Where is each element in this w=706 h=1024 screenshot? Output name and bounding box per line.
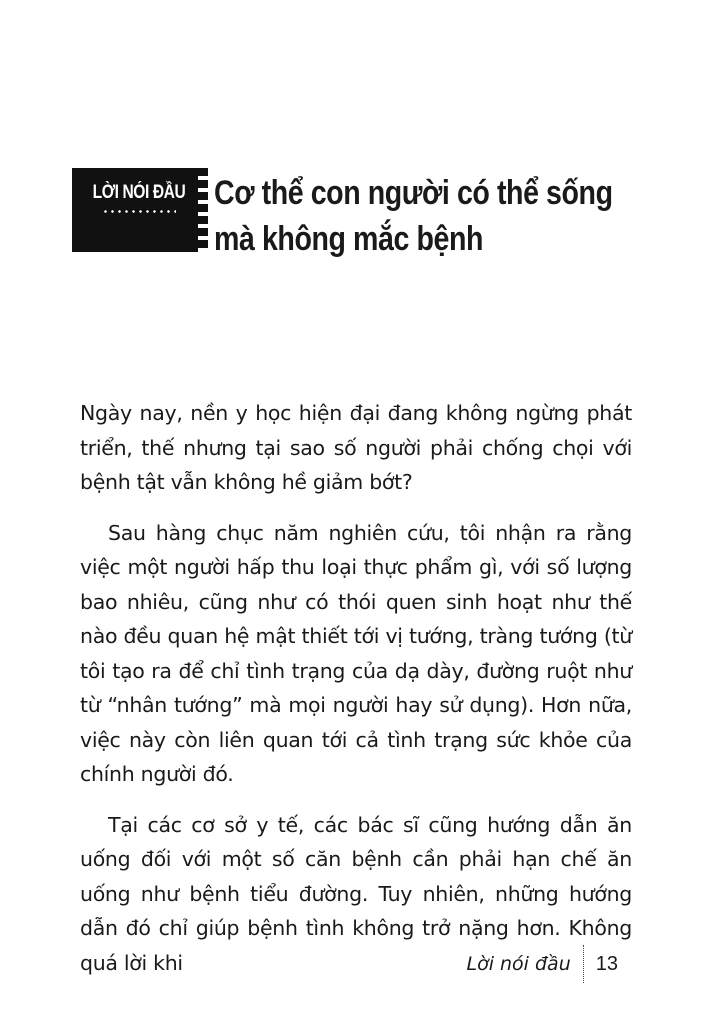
footer-divider <box>583 945 584 983</box>
page-footer <box>466 944 618 984</box>
chapter-badge-label: LỜI NÓI ĐẦU <box>92 182 186 203</box>
chapter-title <box>214 170 613 262</box>
badge-perforated-edge <box>198 168 208 252</box>
paragraph-2: Sau hàng chục năm nghiên cứu, tôi nhận ra rằng việc một người hấp thu loại thực phẩm gì, với số lượng bao nhiêu, cũng như có thói quen sinh hoạt như thế nào đều quan hệ mật thiết tới vị tướng, tràng tướng (từ tôi tạo ra để chỉ tình trạng của dạ dày, đường ruột như từ “nhân tướng” mà mọi người hay sử dụng). Hơn nữa, việc này còn liên quan tới cả tình trạng sức khỏe của chính người đó. <box>80 520 632 786</box>
chapter-badge <box>72 168 206 252</box>
paragraph-1: Ngày nay, nền y học hiện đại đang không ngừng phát triển, thế nhưng tại sao số người phải chống chọi với bệnh tật vẫn không hề giảm bớt? <box>80 401 632 494</box>
running-title: Lời nói đầu <box>466 953 571 975</box>
chapter-title-line-1: Cơ thể con người có thể sống <box>214 174 613 212</box>
body-text <box>80 396 632 996</box>
chapter-title-line-2: mà không mắc bệnh <box>214 220 483 258</box>
page-number: 13 <box>595 952 618 975</box>
badge-dotted-rule <box>102 210 176 213</box>
paragraph-3: Tại các cơ sở y tế, các bác sĩ cũng hướng dẫn ăn uống đối với một số căn bệnh cần phải hạn chế ăn uống như bệnh tiểu đường. Tuy nhiên, những hướng dẫn đó chỉ giúp bệnh tình không trở nặng hơn. Không quá lời khi <box>80 812 632 975</box>
